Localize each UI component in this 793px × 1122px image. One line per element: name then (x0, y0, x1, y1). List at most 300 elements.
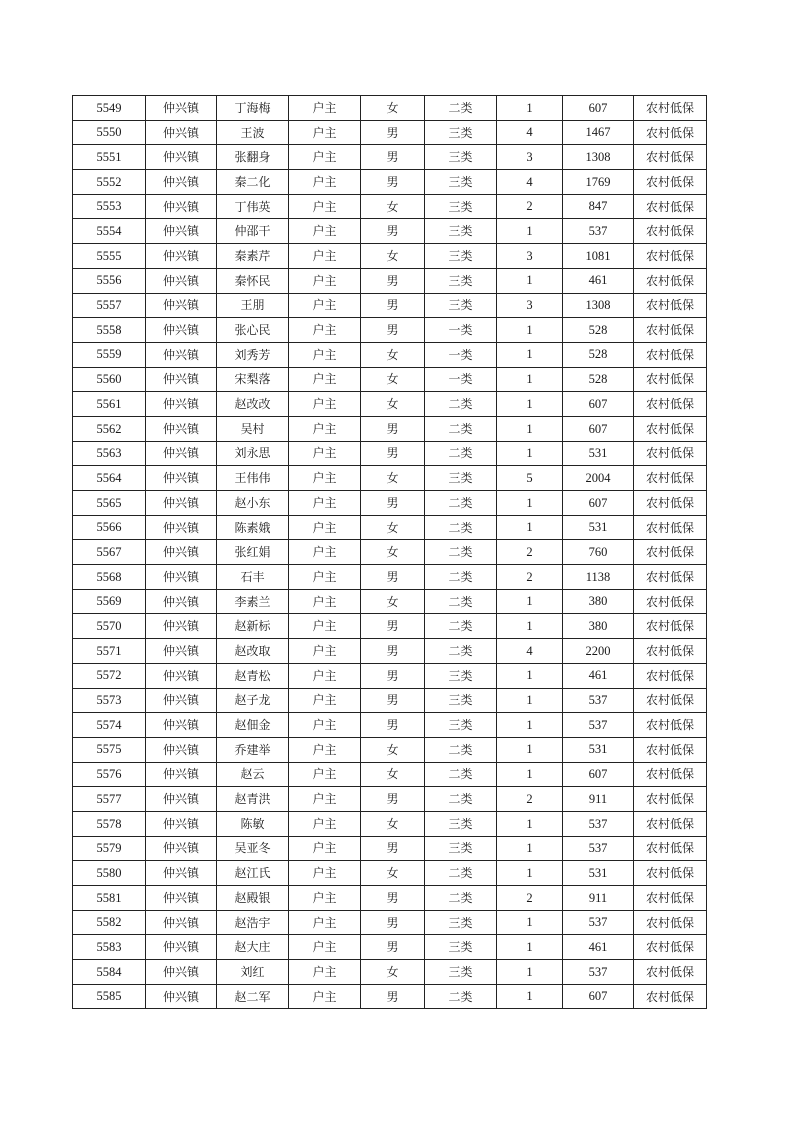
amount-cell: 1138 (563, 565, 634, 590)
relation-cell: 户主 (289, 194, 361, 219)
category-cell: 三类 (425, 120, 497, 145)
table-row (73, 268, 707, 293)
assistance-type-cell: 农村低保 (634, 935, 707, 960)
record-number-cell: 5581 (73, 886, 146, 911)
assistance-type-cell: 农村低保 (634, 96, 707, 121)
record-number-cell: 5559 (73, 342, 146, 367)
name-cell: 丁海梅 (217, 96, 289, 121)
household-size-cell: 5 (497, 466, 563, 491)
table-row (73, 639, 707, 664)
amount-cell: 537 (563, 688, 634, 713)
relation-cell: 户主 (289, 367, 361, 392)
table-row (73, 416, 707, 441)
name-cell: 王伟伟 (217, 466, 289, 491)
relation-cell: 户主 (289, 268, 361, 293)
township-cell: 仲兴镇 (146, 811, 217, 836)
household-size-cell: 4 (497, 120, 563, 145)
relation-cell: 户主 (289, 244, 361, 269)
table-row (73, 367, 707, 392)
relation-cell: 户主 (289, 491, 361, 516)
category-cell: 二类 (425, 861, 497, 886)
category-cell: 三类 (425, 170, 497, 195)
relation-cell: 户主 (289, 392, 361, 417)
assistance-type-cell: 农村低保 (634, 392, 707, 417)
record-number-cell: 5567 (73, 540, 146, 565)
table-row (73, 762, 707, 787)
household-size-cell: 1 (497, 318, 563, 343)
gender-cell: 男 (361, 416, 425, 441)
assistance-type-cell: 农村低保 (634, 811, 707, 836)
assistance-type-cell: 农村低保 (634, 737, 707, 762)
table-row (73, 244, 707, 269)
name-cell: 赵小东 (217, 491, 289, 516)
gender-cell: 男 (361, 713, 425, 738)
table-row (73, 886, 707, 911)
table-row (73, 565, 707, 590)
household-size-cell: 2 (497, 540, 563, 565)
township-cell: 仲兴镇 (146, 145, 217, 170)
assistance-type-cell: 农村低保 (634, 219, 707, 244)
table-row (73, 515, 707, 540)
household-size-cell: 1 (497, 589, 563, 614)
category-cell: 二类 (425, 491, 497, 516)
relation-cell: 户主 (289, 219, 361, 244)
record-number-cell: 5576 (73, 762, 146, 787)
category-cell: 二类 (425, 441, 497, 466)
name-cell: 石丰 (217, 565, 289, 590)
table-row (73, 145, 707, 170)
amount-cell: 537 (563, 713, 634, 738)
township-cell: 仲兴镇 (146, 935, 217, 960)
gender-cell: 女 (361, 589, 425, 614)
table-row (73, 540, 707, 565)
township-cell: 仲兴镇 (146, 762, 217, 787)
amount-cell: 1308 (563, 145, 634, 170)
gender-cell: 男 (361, 120, 425, 145)
record-number-cell: 5565 (73, 491, 146, 516)
name-cell: 吴村 (217, 416, 289, 441)
township-cell: 仲兴镇 (146, 515, 217, 540)
township-cell: 仲兴镇 (146, 194, 217, 219)
name-cell: 赵青松 (217, 663, 289, 688)
gender-cell: 女 (361, 342, 425, 367)
category-cell: 二类 (425, 762, 497, 787)
assistance-type-cell: 农村低保 (634, 639, 707, 664)
household-size-cell: 1 (497, 910, 563, 935)
category-cell: 二类 (425, 886, 497, 911)
township-cell: 仲兴镇 (146, 441, 217, 466)
record-number-cell: 5568 (73, 565, 146, 590)
township-cell: 仲兴镇 (146, 565, 217, 590)
gender-cell: 男 (361, 935, 425, 960)
gender-cell: 男 (361, 910, 425, 935)
household-size-cell: 1 (497, 935, 563, 960)
name-cell: 赵殿银 (217, 886, 289, 911)
amount-cell: 380 (563, 589, 634, 614)
household-size-cell: 1 (497, 984, 563, 1009)
benefit-roster-table (72, 95, 707, 1009)
category-cell: 三类 (425, 935, 497, 960)
household-size-cell: 3 (497, 145, 563, 170)
relation-cell: 户主 (289, 910, 361, 935)
household-size-cell: 1 (497, 342, 563, 367)
gender-cell: 女 (361, 244, 425, 269)
name-cell: 刘红 (217, 960, 289, 985)
household-size-cell: 1 (497, 96, 563, 121)
table-row (73, 441, 707, 466)
record-number-cell: 5569 (73, 589, 146, 614)
gender-cell: 男 (361, 886, 425, 911)
record-number-cell: 5585 (73, 984, 146, 1009)
assistance-type-cell: 农村低保 (634, 688, 707, 713)
record-number-cell: 5551 (73, 145, 146, 170)
table-row (73, 466, 707, 491)
category-cell: 二类 (425, 96, 497, 121)
gender-cell: 男 (361, 565, 425, 590)
amount-cell: 847 (563, 194, 634, 219)
amount-cell: 2200 (563, 639, 634, 664)
assistance-type-cell: 农村低保 (634, 170, 707, 195)
household-size-cell: 2 (497, 886, 563, 911)
gender-cell: 女 (361, 466, 425, 491)
assistance-type-cell: 农村低保 (634, 145, 707, 170)
township-cell: 仲兴镇 (146, 244, 217, 269)
township-cell: 仲兴镇 (146, 268, 217, 293)
amount-cell: 1308 (563, 293, 634, 318)
amount-cell: 528 (563, 342, 634, 367)
amount-cell: 461 (563, 268, 634, 293)
category-cell: 三类 (425, 194, 497, 219)
assistance-type-cell: 农村低保 (634, 466, 707, 491)
table-row (73, 836, 707, 861)
name-cell: 李素兰 (217, 589, 289, 614)
table-row (73, 811, 707, 836)
amount-cell: 607 (563, 96, 634, 121)
name-cell: 刘秀芳 (217, 342, 289, 367)
assistance-type-cell: 农村低保 (634, 293, 707, 318)
assistance-type-cell: 农村低保 (634, 663, 707, 688)
amount-cell: 607 (563, 984, 634, 1009)
household-size-cell: 2 (497, 787, 563, 812)
gender-cell: 男 (361, 219, 425, 244)
name-cell: 赵青洪 (217, 787, 289, 812)
amount-cell: 911 (563, 787, 634, 812)
township-cell: 仲兴镇 (146, 416, 217, 441)
household-size-cell: 1 (497, 441, 563, 466)
category-cell: 一类 (425, 367, 497, 392)
relation-cell: 户主 (289, 886, 361, 911)
record-number-cell: 5561 (73, 392, 146, 417)
amount-cell: 1769 (563, 170, 634, 195)
table-row (73, 861, 707, 886)
assistance-type-cell: 农村低保 (634, 120, 707, 145)
relation-cell: 户主 (289, 96, 361, 121)
amount-cell: 461 (563, 935, 634, 960)
category-cell: 二类 (425, 515, 497, 540)
name-cell: 吴亚冬 (217, 836, 289, 861)
household-size-cell: 1 (497, 737, 563, 762)
table-row (73, 342, 707, 367)
assistance-type-cell: 农村低保 (634, 589, 707, 614)
household-size-cell: 3 (497, 244, 563, 269)
category-cell: 三类 (425, 910, 497, 935)
name-cell: 丁伟英 (217, 194, 289, 219)
assistance-type-cell: 农村低保 (634, 836, 707, 861)
assistance-type-cell: 农村低保 (634, 787, 707, 812)
record-number-cell: 5564 (73, 466, 146, 491)
assistance-type-cell: 农村低保 (634, 268, 707, 293)
category-cell: 三类 (425, 466, 497, 491)
amount-cell: 607 (563, 491, 634, 516)
gender-cell: 男 (361, 293, 425, 318)
gender-cell: 男 (361, 268, 425, 293)
record-number-cell: 5552 (73, 170, 146, 195)
name-cell: 乔建举 (217, 737, 289, 762)
name-cell: 赵大庄 (217, 935, 289, 960)
household-size-cell: 1 (497, 811, 563, 836)
category-cell: 三类 (425, 293, 497, 318)
township-cell: 仲兴镇 (146, 367, 217, 392)
amount-cell: 537 (563, 910, 634, 935)
amount-cell: 531 (563, 515, 634, 540)
category-cell: 三类 (425, 688, 497, 713)
name-cell: 赵云 (217, 762, 289, 787)
name-cell: 赵佃金 (217, 713, 289, 738)
relation-cell: 户主 (289, 639, 361, 664)
amount-cell: 2004 (563, 466, 634, 491)
record-number-cell: 5582 (73, 910, 146, 935)
amount-cell: 531 (563, 861, 634, 886)
township-cell: 仲兴镇 (146, 318, 217, 343)
relation-cell: 户主 (289, 318, 361, 343)
township-cell: 仲兴镇 (146, 466, 217, 491)
gender-cell: 男 (361, 170, 425, 195)
name-cell: 张红娟 (217, 540, 289, 565)
amount-cell: 537 (563, 219, 634, 244)
name-cell: 赵改改 (217, 392, 289, 417)
amount-cell: 461 (563, 663, 634, 688)
category-cell: 二类 (425, 589, 497, 614)
record-number-cell: 5577 (73, 787, 146, 812)
record-number-cell: 5557 (73, 293, 146, 318)
record-number-cell: 5574 (73, 713, 146, 738)
township-cell: 仲兴镇 (146, 120, 217, 145)
household-size-cell: 1 (497, 663, 563, 688)
category-cell: 三类 (425, 713, 497, 738)
gender-cell: 男 (361, 688, 425, 713)
household-size-cell: 1 (497, 836, 563, 861)
gender-cell: 男 (361, 663, 425, 688)
relation-cell: 户主 (289, 170, 361, 195)
household-size-cell: 1 (497, 268, 563, 293)
table-row (73, 960, 707, 985)
table-row (73, 392, 707, 417)
household-size-cell: 1 (497, 515, 563, 540)
table-row (73, 688, 707, 713)
category-cell: 三类 (425, 663, 497, 688)
relation-cell: 户主 (289, 984, 361, 1009)
township-cell: 仲兴镇 (146, 589, 217, 614)
record-number-cell: 5556 (73, 268, 146, 293)
relation-cell: 户主 (289, 540, 361, 565)
household-size-cell: 1 (497, 861, 563, 886)
record-number-cell: 5550 (73, 120, 146, 145)
category-cell: 三类 (425, 268, 497, 293)
name-cell: 张心民 (217, 318, 289, 343)
gender-cell: 女 (361, 392, 425, 417)
category-cell: 三类 (425, 219, 497, 244)
category-cell: 二类 (425, 565, 497, 590)
township-cell: 仲兴镇 (146, 713, 217, 738)
township-cell: 仲兴镇 (146, 787, 217, 812)
assistance-type-cell: 农村低保 (634, 960, 707, 985)
table-row (73, 910, 707, 935)
record-number-cell: 5575 (73, 737, 146, 762)
township-cell: 仲兴镇 (146, 886, 217, 911)
gender-cell: 男 (361, 639, 425, 664)
relation-cell: 户主 (289, 861, 361, 886)
township-cell: 仲兴镇 (146, 342, 217, 367)
record-number-cell: 5553 (73, 194, 146, 219)
category-cell: 一类 (425, 318, 497, 343)
household-size-cell: 1 (497, 219, 563, 244)
name-cell: 赵改取 (217, 639, 289, 664)
gender-cell: 男 (361, 787, 425, 812)
category-cell: 一类 (425, 342, 497, 367)
household-size-cell: 1 (497, 688, 563, 713)
relation-cell: 户主 (289, 416, 361, 441)
assistance-type-cell: 农村低保 (634, 342, 707, 367)
township-cell: 仲兴镇 (146, 737, 217, 762)
amount-cell: 528 (563, 367, 634, 392)
township-cell: 仲兴镇 (146, 836, 217, 861)
table-row (73, 935, 707, 960)
relation-cell: 户主 (289, 614, 361, 639)
assistance-type-cell: 农村低保 (634, 540, 707, 565)
relation-cell: 户主 (289, 145, 361, 170)
amount-cell: 537 (563, 960, 634, 985)
name-cell: 张翻身 (217, 145, 289, 170)
relation-cell: 户主 (289, 737, 361, 762)
assistance-type-cell: 农村低保 (634, 416, 707, 441)
gender-cell: 男 (361, 614, 425, 639)
name-cell: 秦二化 (217, 170, 289, 195)
name-cell: 赵浩宇 (217, 910, 289, 935)
household-size-cell: 1 (497, 614, 563, 639)
record-number-cell: 5563 (73, 441, 146, 466)
name-cell: 刘永思 (217, 441, 289, 466)
relation-cell: 户主 (289, 515, 361, 540)
category-cell: 三类 (425, 836, 497, 861)
relation-cell: 户主 (289, 935, 361, 960)
gender-cell: 女 (361, 540, 425, 565)
category-cell: 三类 (425, 960, 497, 985)
relation-cell: 户主 (289, 811, 361, 836)
record-number-cell: 5562 (73, 416, 146, 441)
table-row (73, 614, 707, 639)
name-cell: 王朋 (217, 293, 289, 318)
amount-cell: 380 (563, 614, 634, 639)
gender-cell: 女 (361, 737, 425, 762)
amount-cell: 607 (563, 762, 634, 787)
household-size-cell: 1 (497, 416, 563, 441)
category-cell: 三类 (425, 145, 497, 170)
amount-cell: 537 (563, 836, 634, 861)
relation-cell: 户主 (289, 960, 361, 985)
gender-cell: 女 (361, 194, 425, 219)
record-number-cell: 5570 (73, 614, 146, 639)
assistance-type-cell: 农村低保 (634, 762, 707, 787)
township-cell: 仲兴镇 (146, 861, 217, 886)
table-row (73, 787, 707, 812)
table-row (73, 589, 707, 614)
amount-cell: 531 (563, 737, 634, 762)
assistance-type-cell: 农村低保 (634, 244, 707, 269)
relation-cell: 户主 (289, 441, 361, 466)
table-row (73, 663, 707, 688)
table-row (73, 96, 707, 121)
category-cell: 三类 (425, 244, 497, 269)
name-cell: 赵江氏 (217, 861, 289, 886)
name-cell: 陈素娥 (217, 515, 289, 540)
category-cell: 二类 (425, 416, 497, 441)
category-cell: 二类 (425, 614, 497, 639)
table-row (73, 170, 707, 195)
category-cell: 二类 (425, 984, 497, 1009)
amount-cell: 531 (563, 441, 634, 466)
household-size-cell: 4 (497, 170, 563, 195)
assistance-type-cell: 农村低保 (634, 491, 707, 516)
township-cell: 仲兴镇 (146, 614, 217, 639)
gender-cell: 女 (361, 960, 425, 985)
household-size-cell: 1 (497, 960, 563, 985)
township-cell: 仲兴镇 (146, 96, 217, 121)
gender-cell: 女 (361, 96, 425, 121)
household-size-cell: 4 (497, 639, 563, 664)
household-size-cell: 2 (497, 565, 563, 590)
category-cell: 二类 (425, 787, 497, 812)
amount-cell: 760 (563, 540, 634, 565)
table-row (73, 713, 707, 738)
township-cell: 仲兴镇 (146, 663, 217, 688)
gender-cell: 男 (361, 145, 425, 170)
table-row (73, 120, 707, 145)
name-cell: 赵新标 (217, 614, 289, 639)
amount-cell: 528 (563, 318, 634, 343)
assistance-type-cell: 农村低保 (634, 565, 707, 590)
table-row (73, 293, 707, 318)
amount-cell: 607 (563, 416, 634, 441)
relation-cell: 户主 (289, 688, 361, 713)
record-number-cell: 5572 (73, 663, 146, 688)
relation-cell: 户主 (289, 589, 361, 614)
relation-cell: 户主 (289, 836, 361, 861)
gender-cell: 男 (361, 318, 425, 343)
township-cell: 仲兴镇 (146, 960, 217, 985)
township-cell: 仲兴镇 (146, 639, 217, 664)
assistance-type-cell: 农村低保 (634, 441, 707, 466)
amount-cell: 1467 (563, 120, 634, 145)
assistance-type-cell: 农村低保 (634, 367, 707, 392)
record-number-cell: 5578 (73, 811, 146, 836)
relation-cell: 户主 (289, 565, 361, 590)
record-number-cell: 5580 (73, 861, 146, 886)
gender-cell: 女 (361, 515, 425, 540)
relation-cell: 户主 (289, 787, 361, 812)
relation-cell: 户主 (289, 293, 361, 318)
table-row (73, 491, 707, 516)
township-cell: 仲兴镇 (146, 219, 217, 244)
